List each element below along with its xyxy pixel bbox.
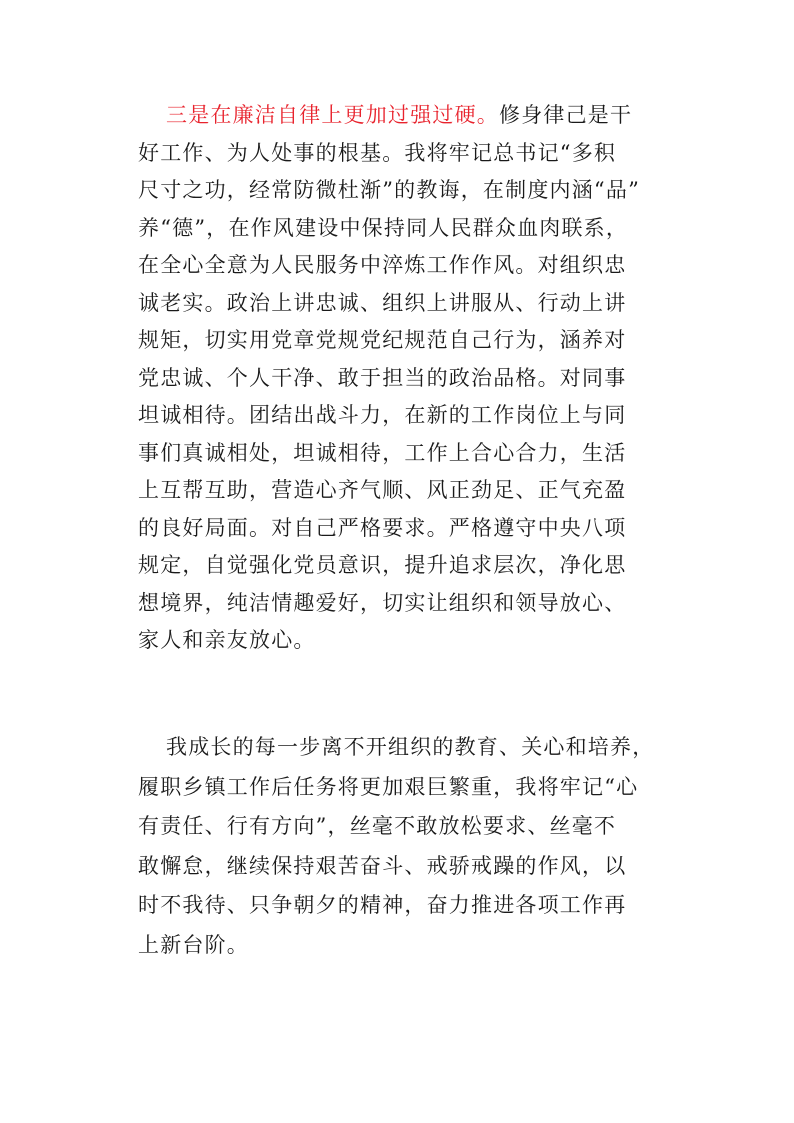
text-line: 的良好局面。对自己严格要求。严格遵守中央八项 <box>138 515 627 540</box>
text-line: 在全心全意为人民服务中淬炼工作作风。对组织忠 <box>138 253 627 277</box>
paragraph-first-line <box>138 97 662 135</box>
text-line: 养“德”，在作风建设中保持同人民群众血肉联系， <box>138 215 629 240</box>
text-line: 敢懈怠，继续保持艰苦奋斗、戒骄戒躁的作风，以 <box>138 853 627 878</box>
text-line: 履职乡镇工作后任务将更加艰巨繁重，我将牢记“心 <box>138 774 639 799</box>
text-line: 上新台阶。 <box>138 932 249 957</box>
section-heading: 三是在廉洁自律上更加过强过硬。 <box>166 103 499 127</box>
first-line-text: 修身律己是干 <box>499 103 633 127</box>
text-line: 事们真诚相处，坦诚相待，工作上合心合力，生活 <box>138 440 627 465</box>
text-line: 我成长的每一步离不开组织的教育、关心和培养， <box>166 735 655 759</box>
text-line: 尺寸之功，经常防微杜渐”的教诲，在制度内涵“品” <box>138 178 641 202</box>
text-line: 党忠诚、个人干净、敢于担当的政治品格。对同事 <box>138 365 627 390</box>
paragraph-commitment <box>138 728 662 965</box>
text-line: 家人和亲友放心。 <box>138 628 316 652</box>
text-line: 想境界，纯洁情趣爱好，切实让组织和领导放心、 <box>138 590 627 615</box>
text-line: 诚老实。政治上讲忠诚、组织上讲服从、行动上讲 <box>138 290 627 315</box>
text-line: 时不我待、只争朝夕的精神，奋力推进各项工作再 <box>138 893 627 917</box>
text-line: 好工作、为人处事的根基。我将牢记总书记“多积 <box>138 140 617 165</box>
text-line: 有责任、行有方向”，丝毫不敢放松要求、丝毫不 <box>138 814 617 838</box>
text-line: 坦诚相待。团结出战斗力，在新的工作岗位上与同 <box>138 403 627 427</box>
text-line: 规定，自觉强化党员意识，提升追求层次，净化思 <box>138 553 627 577</box>
text-line: 上互帮互助，营造心齐气顺、风正劲足、正气充盈 <box>138 478 627 502</box>
text-line: 规矩，切实用党章党规党纪规范自己行为，涵养对 <box>138 328 627 352</box>
paragraph-integrity <box>138 97 662 660</box>
